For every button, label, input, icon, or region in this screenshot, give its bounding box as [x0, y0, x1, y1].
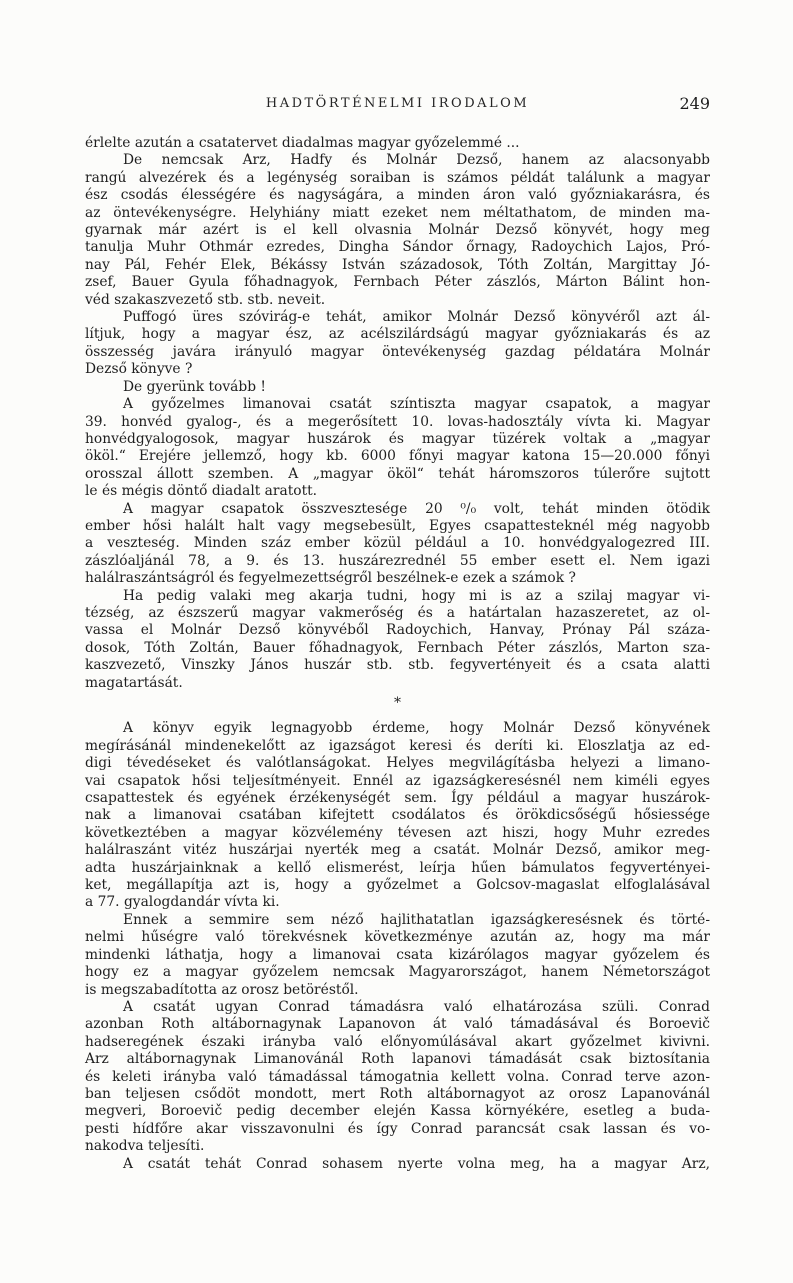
text-line: le és mégis döntő diadalt aratott. — [85, 483, 318, 500]
text-line: A győzelmes limanovai csatát színtiszta magyar csapatok, a magyar — [123, 396, 710, 413]
paragraph — [85, 135, 710, 152]
paragraph — [85, 720, 710, 911]
text-line: ember hősi halált halt vagy megsebesült, Egyes csapattesteknél még nagyobb — [85, 517, 710, 534]
text-line: következtében a magyar közvélemény tévesen azt hiszi, hogy Muhr ezredes — [85, 824, 710, 841]
text-line: ban teljesen csődöt mondott, mert Roth altábornagyot az orosz Lapanovánál — [85, 1085, 710, 1102]
text-line: is megszabadította az orosz betöréstől. — [85, 981, 359, 998]
text-line: kaszvezető, Vinszky János huszár stb. stb. fegyvertényeit és a csata alatti — [85, 657, 710, 674]
text-line: megveri, Boroevič pedig december elején Kassa környékére, esetleg a buda- — [85, 1103, 710, 1120]
text-line: hogy ez a magyar győzelem nemcsak Magyarországot, hanem Németországot — [85, 964, 710, 981]
text-line: az öntevékenységre. Helyhiány miatt ezeket nem méltathatom, de minden ma- — [85, 204, 710, 221]
section-separator: * — [394, 695, 401, 711]
text-line: 39. honvéd gyalog-, és a megerősített 10. lovas-hadosztály vívta ki. Magyar — [85, 413, 710, 430]
text-line: Ennek a semmire sem néző hajlithatatlan igazságkeresésnek és törté- — [123, 911, 710, 928]
text-line: Arz altábornagynak Limanovánál Roth lapanovi támadását csak biztosítania — [85, 1051, 710, 1068]
paragraph — [85, 152, 710, 309]
running-title: HADTÖRTÉNELMI IRODALOM — [265, 96, 530, 111]
text-line: hadseregének északi irányba való előnyomúlásával akart győzelmet kivivni. — [85, 1033, 710, 1050]
text-line: nay Pál, Fehér Elek, Békássy István századosok, Tóth Zoltán, Margittay Jó- — [85, 256, 710, 273]
text-line: ököl.“ Erejére jellemző, hogy kb. 6000 főnyi magyar katona 15—20.000 főnyi — [85, 448, 710, 465]
text-line: De gyerünk tovább ! — [123, 378, 266, 395]
paragraph — [85, 588, 710, 692]
text-line: ket, megállapítja azt is, hogy a győzelmet a Golcsov-magaslat elfoglalásával — [85, 877, 710, 894]
text-line: azonban Roth altábornagynak Lapanovon át való támadásával és Boroevič — [85, 1016, 710, 1033]
text-line: érlelte azután a csatatervet diadalmas magyar győzelemmé ... — [85, 135, 520, 151]
text-line: vassa el Molnár Dezső könyvéből Radoychich, Hanvay, Prónay Pál száza- — [85, 622, 710, 639]
text-line: digi tévedéseket és valótlanságokat. Helyes megvilágításba helyezi a limano- — [85, 755, 710, 772]
text-line: tézség, az észszerű magyar vakmerőség és a határtalan hazaszeretet, az ol- — [85, 604, 710, 621]
text-line: gyarnak már azért is el kell olvasnia Molnár Dezső könyvét, hogy meg — [85, 222, 710, 239]
text-line: adta huszárjainknak a kellő elismerést, leírja hűen bámulatos fegyvertényei- — [85, 859, 710, 876]
paragraph — [85, 501, 710, 588]
text-line: A magyar csapatok összvesztesége 20 ⁰/₀ volt, tehát minden ötödik — [123, 500, 710, 517]
text-line: A csatát tehát Conrad sohasem nyerte volna meg, ha a magyar Arz, — [123, 1155, 710, 1172]
text-line: halálraszántságról és fegyelmezettségről beszélnek-e ezek a számok ? — [85, 570, 576, 587]
text-line: lítjuk, hogy a magyar ész, az acélszilárdságú magyar győzniakarás és az — [85, 326, 710, 343]
text-line: és keleti irányba való támadással támogatnia kellett volna. Conrad terve azon- — [85, 1068, 710, 1085]
text-line: dosok, Tóth Zoltán, Bauer főhadnagyok, Fernbach Péter zászlós, Marton sza- — [85, 639, 710, 656]
text-line: ész csodás élességére és nagyságára, a minden áron való győzniakarásra, és — [85, 187, 710, 204]
paragraph — [85, 309, 710, 379]
paragraph — [85, 999, 710, 1156]
text-line: véd szakaszvezető stb. stb. neveit. — [85, 291, 326, 308]
text-line: Puffogó üres szóvirág-e tehát, amikor Molnár Dezső könyvéről azt ál- — [123, 309, 710, 326]
page-body — [85, 135, 710, 1173]
paragraph — [85, 912, 710, 999]
text-line: nak a limanovai csatában kifejtett csodálatos és örökdicsőségű hősiessége — [85, 807, 710, 824]
text-line: magatartását. — [85, 674, 183, 691]
text-line: zsef, Bauer Gyula főhadnagyok, Fernbach Péter zászlós, Márton Bálint hon- — [85, 274, 710, 291]
text-line: összesség javára irányuló magyar öntevékenység gazdag példatára Molnár — [85, 343, 710, 360]
text-line: honvédgyalogosok, magyar huszárok és magyar tüzérek voltak a „magyar — [85, 430, 710, 447]
text-line: Dezső könyve ? — [85, 361, 193, 378]
text-line: orosszal állott szemben. A „magyar ököl“ tehát háromszoros túlerőre sujtott — [85, 465, 710, 482]
paragraph — [85, 379, 710, 396]
paragraph — [85, 396, 710, 500]
text-line: nakodva teljesíti. — [85, 1138, 205, 1155]
text-line: a veszteség. Minden száz ember közül például a 10. honvédgyalogezred III. — [85, 535, 710, 552]
text-line: A könyv egyik legnagyobb érdeme, hogy Molnár Dezső könyvének — [123, 720, 710, 737]
text-line: nelmi hűségre való törekvésnek következménye azután az, hogy ma már — [85, 929, 710, 946]
running-header — [85, 94, 710, 114]
text-line: csapattestek és egyének érzékenységét sem. Így például a magyar huszárok- — [85, 790, 710, 807]
text-line: pesti hídfőre akar visszavonulni és így Conrad parancsát csak lassan és vo- — [85, 1120, 710, 1137]
text-line: zászlóaljánál 78, a 9. és 13. huszárezrednél 55 ember esett el. Nem igazi — [85, 552, 710, 569]
text-line: vai csapatok hősi teljesítményeit. Ennél az igazságkeresésnél nem kiméli egyes — [85, 772, 710, 789]
text-line: megírásánál mindenekelőtt az igazságot keresi és deríti ki. Eloszlatja az ed- — [85, 737, 710, 754]
text-line: Ha pedig valaki meg akarja tudni, hogy mi is az a szilaj magyar vi- — [123, 587, 710, 604]
text-line: halálraszánt vitéz huszárjai nyerték meg a csatát. Molnár Dezső, amikor meg- — [85, 842, 710, 859]
text-line: mindenki láthatja, hogy a limanovai csata kizárólagos magyar győzelem és — [85, 946, 710, 963]
text-line: A csatát ugyan Conrad támadásra való elhatározása szüli. Conrad — [123, 998, 710, 1015]
text-line: a 77. gyalogdandár vívta ki. — [85, 894, 280, 911]
paragraph — [85, 1156, 710, 1173]
page-number: 249 — [679, 94, 710, 113]
text-line: tanulja Muhr Othmár ezredes, Dingha Sándor őrnagy, Radoychich Lajos, Pró- — [85, 239, 710, 256]
text-line: De nemcsak Arz, Hadfy és Molnár Dezső, hanem az alacsonyabb — [123, 152, 710, 169]
text-line: rangú alvezérek és a legénység soraiban is számos példát találunk a magyar — [85, 169, 710, 186]
